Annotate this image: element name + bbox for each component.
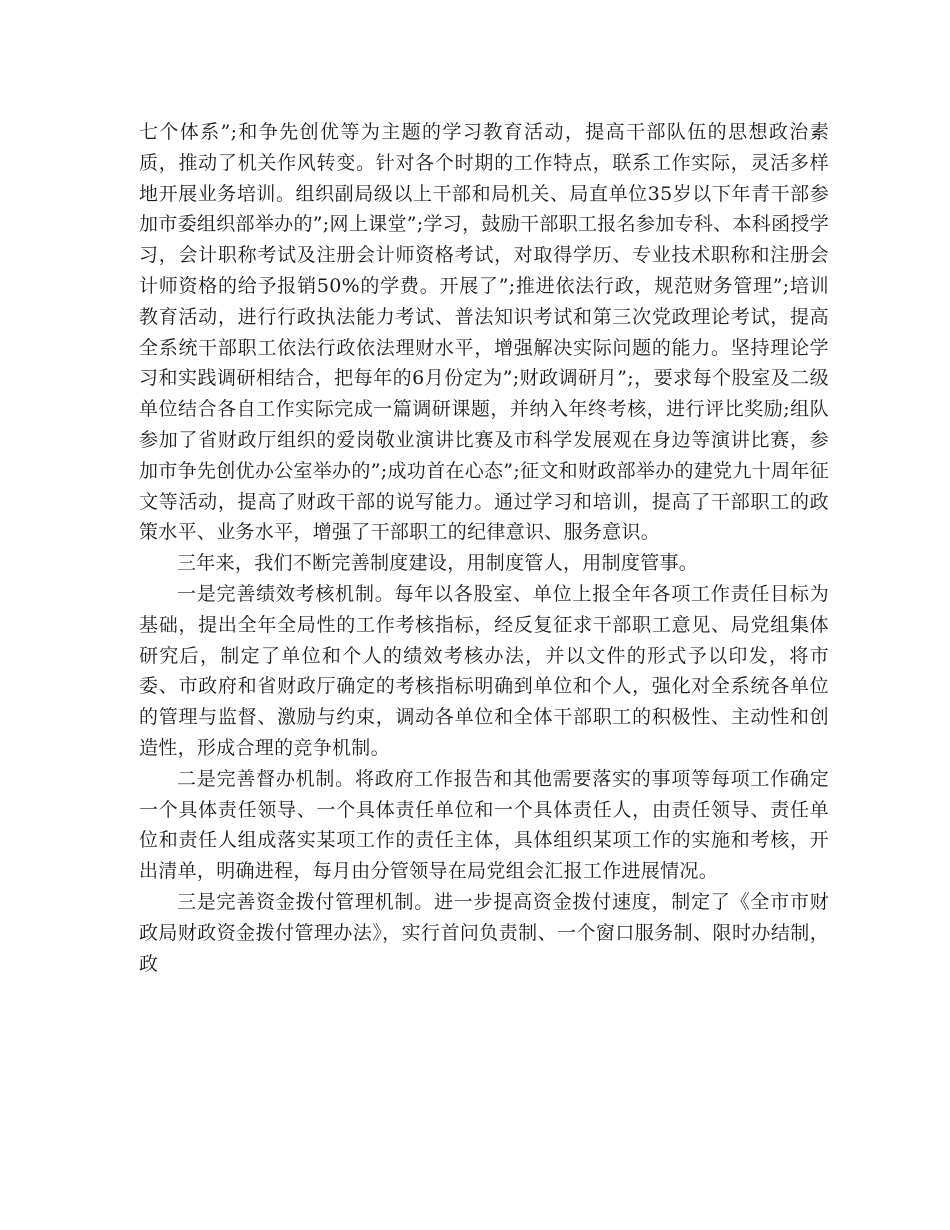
paragraph-5: 三是完善资金拨付管理机制。进一步提高资金拨付速度，制定了《全市市财政局财政资金拨付管理办法》，实行首问负责制、一个窗口服务制、限时办结制，政 [139, 890, 829, 975]
paragraph-2: 三年来，我们不断完善制度建设，用制度管人，用制度管事。 [177, 552, 699, 575]
paragraph-4: 二是完善督办机制。将政府工作报告和其他需要落实的事项等每项工作确定一个具体责任领导、一个具体责任单位和一个具体责任人，由责任领导、责任单位和责任人组成落实某项工作的责任主体，具体组织某项工作的实施和考核，开出清单，明确进程，每月由分管领导在局党组会汇报工作进展情况。 [139, 767, 829, 883]
paragraph-3: 一是完善绩效考核机制。每年以各股室、单位上报全年各项工作责任目标为基础，提出全年全局性的工作考核指标，经反复征求干部职工意见、局党组集体研究后，制定了单位和个人的绩效考核办法，并以文件的形式予以印发，将市委、市政府和省财政厅确定的考核指标明确到单位和个人，强化对全系统各单位的管理与监督、激励与约束，调动各单位和全体干部职工的积极性、主动性和创造性，形成合理的竞争机制。 [139, 582, 829, 759]
document-body [139, 117, 829, 979]
paragraph-1: 七个体系”;和争先创优等为主题的学习教育活动，提高干部队伍的思想政治素质，推动了机关作风转变。针对各个时期的工作特点，联系工作实际，灵活多样地开展业务培训。组织副局级以上干部和局机关、局直单位35岁以下年青干部参加市委组织部举办的”;网上课堂”;学习，鼓励干部职工报名参加专科、本科函授学习，会计职称考试及注册会计师资格考试，对取得学历、专业技术职称和注册会计师资格的给予报销50%的学费。开展了”;推进依法行政，规范财务管理”;培训教育活动，进行行政执法能力考试、普法知识考试和第三次党政理论考试，提高全系统干部职工依法行政依法理财水平，增强解决实际问题的能力。坚持理论学习和实践调研相结合，把每年的6月份定为”;财政调研月”;，要求每个股室及二级单位结合各自工作实际完成一篇调研课题，并纳入年终考核，进行评比奖励;组队参加了省财政厅组织的爱岗敬业演讲比赛及市科学发展观在身边等演讲比赛，参加市争先创优办公室举办的”;成功首在心态”;征文和财政部举办的建党九十周年征文等活动，提高了财政干部的说写能力。通过学习和培训，提高了干部职工的政策水平、业务水平，增强了干部职工的纪律意识、服务意识。 [139, 121, 829, 544]
